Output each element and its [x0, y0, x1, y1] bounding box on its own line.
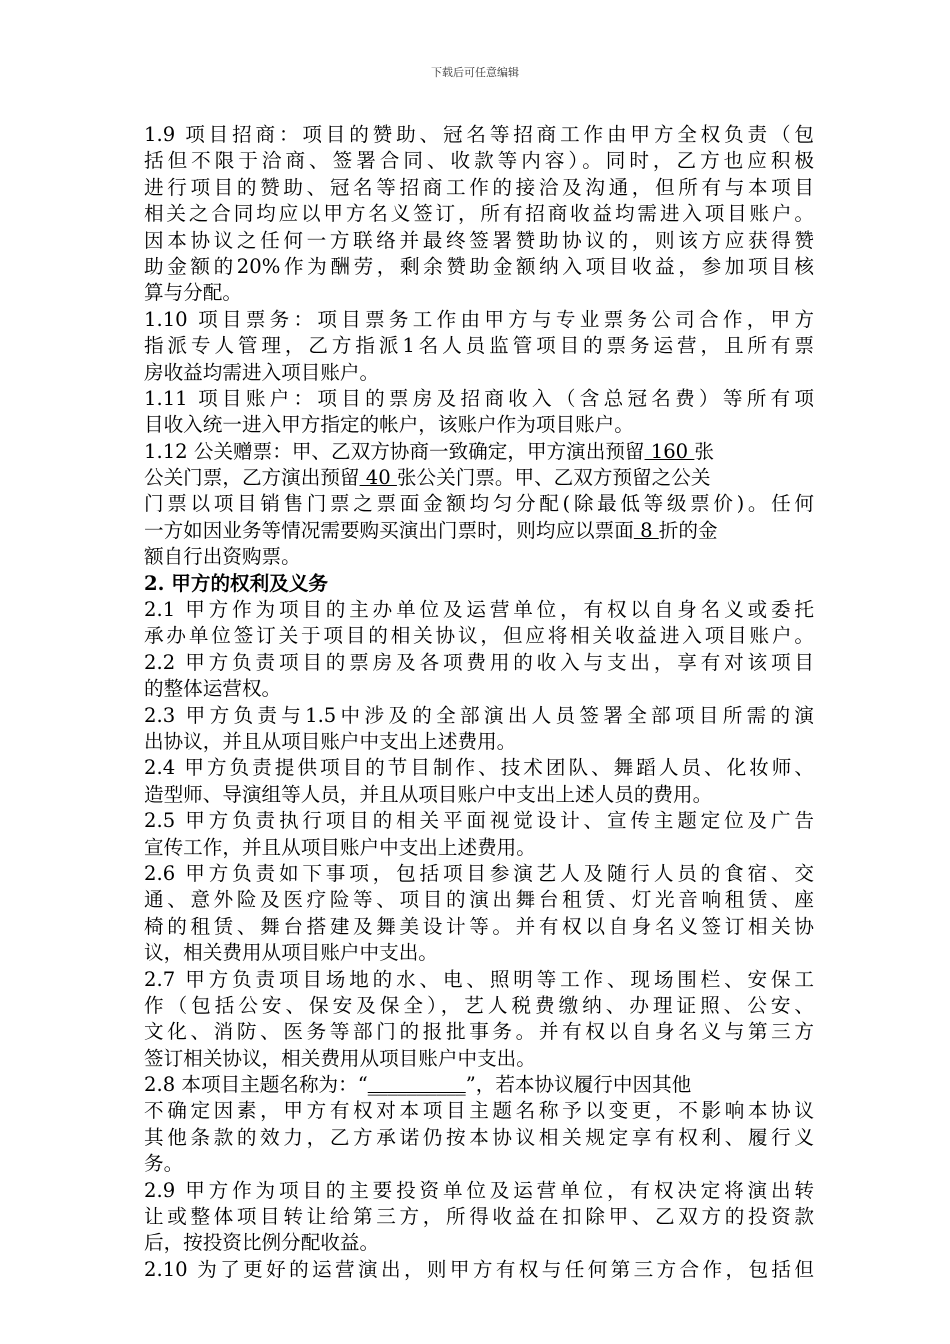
line-text: 2.9 甲方作为项目的主要投资单位及运营单位，有权决定将演出转	[144, 1178, 814, 1202]
text-line	[144, 835, 814, 861]
line-text: 让或整体项目转让给第三方，所得收益在扣除甲、乙双方的投资款	[144, 1205, 814, 1229]
line-text: 2.5 甲方负责执行项目的相关平面视觉设计、宣传主题定位及广告	[144, 809, 814, 833]
line-text: 助金额的20%作为酬劳，剩余赞助金额纳入项目收益，参加项目核	[144, 254, 814, 278]
line-text: 目收入统一进入甲方指定的帐户，该账户作为项目账户。	[144, 413, 634, 437]
text-line	[144, 1125, 814, 1151]
text-line	[144, 307, 814, 333]
line-text: 后，按投资比例分配收益。	[144, 1231, 380, 1255]
text-line	[144, 360, 814, 386]
text-line	[144, 1098, 814, 1124]
line-text: 其他条款的效力，乙方承诺仍按本协议相关规定享有权利、履行义	[144, 1125, 814, 1149]
text-line	[144, 782, 814, 808]
line-text: 务。	[144, 1152, 184, 1176]
text-line	[144, 1046, 814, 1072]
line-text: 1.10 项目票务：项目票务工作由甲方与专业票务公司合作，甲方	[144, 307, 814, 331]
text-line	[144, 861, 814, 887]
line-text: 2.8 本项目主题名称为：“	[144, 1073, 368, 1097]
line-text: 一方如因业务等情况需要购买演出门票时，则均应以票面	[144, 518, 634, 542]
text-line	[144, 439, 814, 465]
line-text: 出协议，并且从项目账户中支出上述费用。	[144, 729, 517, 753]
line-text-after: 折的金	[658, 518, 718, 542]
line-text: 通、意外险及医疗险等、项目的演出舞台租赁、灯光音响租赁、座	[144, 888, 814, 912]
line-text: 2.4 甲方负责提供项目的节目制作、技术团队、舞蹈人员、化妆师、	[144, 756, 814, 780]
underlined-value: 8	[633, 518, 659, 542]
line-text: 额自行出资购票。	[144, 545, 301, 569]
line-text: 2.3 甲方负责与1.5中涉及的全部演出人员签署全部项目所需的演	[144, 703, 814, 727]
line-text: 门票以项目销售门票之票面金额均匀分配(除最低等级票价)。任何	[144, 492, 814, 516]
line-text: 椅的租赁、舞台搭建及舞美设计等。并有权以自身名义签订相关协	[144, 914, 814, 938]
underlined-value: 160	[644, 439, 695, 463]
line-text: 的整体运营权。	[144, 677, 282, 701]
line-text: 2.10 为了更好的运营演出，则甲方有权与任何第三方合作，包括但	[144, 1257, 814, 1281]
text-line	[144, 122, 814, 148]
document-body	[144, 122, 814, 1283]
line-text: 1.11 项目账户：项目的票房及招商收入（含总冠名费）等所有项	[144, 386, 814, 410]
text-line	[144, 254, 814, 280]
line-text: 作（包括公安、保安及保全），艺人税费缴纳、办理证照、公安、	[144, 993, 814, 1017]
line-text: 文化、消防、医务等部门的报批事务。并有权以自身名义与第三方	[144, 1020, 814, 1044]
underlined-value: 40	[359, 466, 397, 490]
text-line	[144, 755, 814, 781]
line-text: 相关之合同均应以甲方名义签订，所有招商收益均需进入项目账户。	[144, 202, 814, 226]
text-line	[144, 993, 814, 1019]
line-text: 2.1 甲方作为项目的主办单位及运营单位，有权以自身名义或委托	[144, 598, 814, 622]
text-line	[144, 1230, 814, 1256]
text-line	[144, 729, 814, 755]
text-line	[144, 175, 814, 201]
text-line	[144, 1257, 814, 1283]
text-line	[144, 412, 814, 438]
text-line	[144, 491, 814, 517]
text-line	[144, 1072, 814, 1098]
line-text: 公关门票，乙方演出预留	[144, 466, 360, 490]
text-line	[144, 676, 814, 702]
page-header: 下载后可任意编辑	[431, 66, 519, 79]
text-line	[144, 1204, 814, 1230]
line-text: 承办单位签订关于项目的相关协议，但应将相关收益进入项目账户。	[144, 624, 814, 648]
section-heading	[144, 571, 814, 597]
text-line	[144, 228, 814, 254]
line-text: 指派专人管理，乙方指派1名人员监管项目的票务运营，且所有票	[144, 334, 814, 358]
text-line	[144, 597, 814, 623]
line-text: 1.9 项目招商：项目的赞助、冠名等招商工作由甲方全权负责（包	[144, 123, 814, 146]
line-text: 签订相关协议，相关费用从项目账户中支出。	[144, 1046, 536, 1070]
line-text: 议，相关费用从项目账户中支出。	[144, 941, 438, 965]
text-line	[144, 650, 814, 676]
line-text: 不确定因素，甲方有权对本项目主题名称予以变更，不影响本协议	[144, 1099, 814, 1123]
text-line	[144, 386, 814, 412]
text-line	[144, 703, 814, 729]
line-text-after: ”，若本协议履行中因其他	[465, 1073, 692, 1097]
text-line	[144, 914, 814, 940]
line-text: 房收益均需进入项目账户。	[144, 360, 380, 384]
line-text: 2. 甲方的权利及义务	[144, 571, 329, 595]
text-line	[144, 623, 814, 649]
text-line	[144, 148, 814, 174]
text-line	[144, 967, 814, 993]
text-line	[144, 1019, 814, 1045]
line-text-after: 张	[694, 439, 714, 463]
line-text: 括但不限于洽商、签署合同、收款等内容）。同时，乙方也应积极	[144, 149, 814, 173]
text-line	[144, 465, 814, 491]
line-text-after: 张公关门票。甲、乙双方预留之公关	[396, 466, 711, 490]
text-line	[144, 1178, 814, 1204]
underlined-value: __________	[367, 1073, 466, 1097]
line-text: 进行项目的赞助、冠名等招商工作的接洽及沟通，但所有与本项目	[144, 175, 814, 199]
line-text: 算与分配。	[144, 281, 242, 305]
line-text: 2.2 甲方负责项目的票房及各项费用的收入与支出，享有对该项目	[144, 650, 814, 674]
text-line	[144, 280, 814, 306]
line-text: 1.12 公关赠票：甲、乙双方协商一致确定，甲方演出预留	[144, 439, 645, 463]
text-line	[144, 544, 814, 570]
text-line	[144, 1151, 814, 1177]
line-text: 宣传工作，并且从项目账户中支出上述费用。	[144, 835, 536, 859]
text-line	[144, 887, 814, 913]
text-line	[144, 333, 814, 359]
line-text: 2.6 甲方负责如下事项，包括项目参演艺人及随行人员的食宿、交	[144, 861, 814, 885]
text-line	[144, 201, 814, 227]
text-line	[144, 808, 814, 834]
text-line	[144, 940, 814, 966]
text-line	[144, 518, 814, 544]
line-text: 造型师、导演组等人员，并且从项目账户中支出上述人员的费用。	[144, 782, 713, 806]
line-text: 因本协议之任何一方联络并最终签署赞助协议的，则该方应获得赞	[144, 228, 814, 252]
line-text: 2.7 甲方负责项目场地的水、电、照明等工作、现场围栏、安保工	[144, 967, 814, 991]
